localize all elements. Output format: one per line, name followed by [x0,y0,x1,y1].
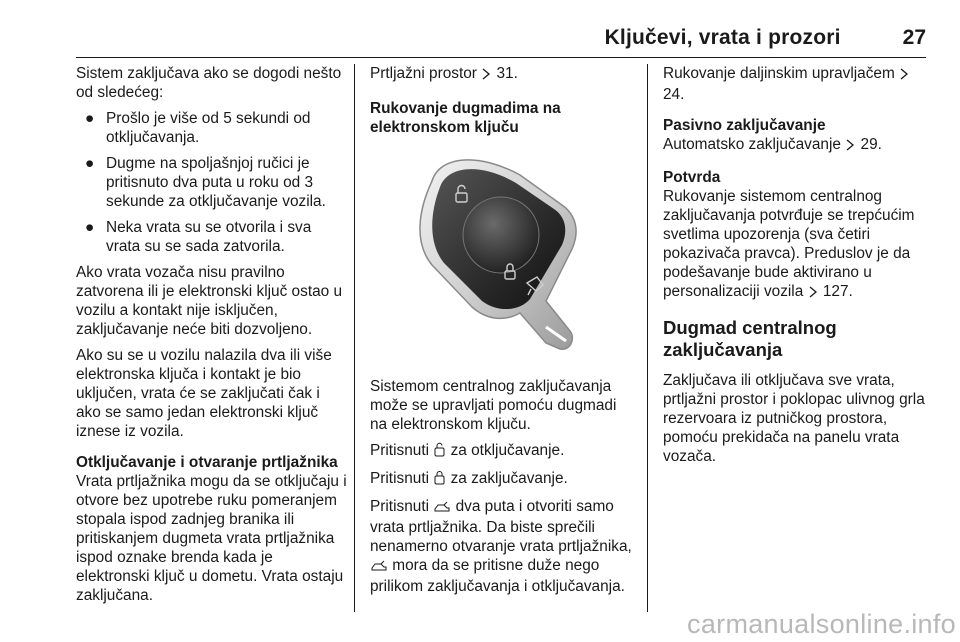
page-number: 27 [902,26,926,49]
column-1 [76,64,348,612]
reference-arrow-icon [809,284,818,303]
unlock-instruction: Pritisnuti za otključavanje. [370,441,632,462]
cross-reference: Prtljažni prostor 31. [370,64,632,85]
watermark: carmanualsonline.info [687,609,956,639]
column-2 [370,64,632,603]
reference-arrow-icon [482,66,491,85]
reference-page[interactable]: 29. [860,136,882,153]
column-divider-1 [354,64,355,612]
paragraph-driver-door: Ako vrata vozača nisu pravilno zatvorena ili je elektronski ključ ostao u vozilu a kontakt nije isključen, zaključavanje neće biti dozvoljeno. [76,264,343,338]
page-title: Ključevi, vrata i prozori [604,26,841,49]
section-heading-central-locking: Dugmad centralnog zaključavanja [663,317,837,360]
reference-arrow-icon [846,137,855,156]
subheading-trunk: Otključavanje i otvaranje prtljažnika [76,454,338,471]
reference-page[interactable]: 127. [822,283,853,300]
list-item: ● Prošlo je više od 5 sekundi od otključavanja. [85,110,311,146]
intro-paragraph: Sistem zaključava ako se dogodi nešto od sledećeg: [76,65,342,101]
subheading-confirmation: Potvrda [663,169,721,186]
bullet-icon: ● [85,110,95,127]
paragraph-trunk: Vrata prtljažnika mogu da se otključaju i otvore bez upotrebe ruku pomeranjem stopala ispod zadnjeg branika ili pritiskanjem dugmeta vrata prtljažnika ispod oznake brenda kada je elektronski ključ u dometu. Vrata ostaju zaključana. [76,473,347,604]
remote-control-reference: Rukovanje daljinskim upravljačem 24. [663,64,929,104]
unlock-icon [434,442,445,462]
confirmation-text: Rukovanje sistemom centralnog zaključavanja potvrđuje se trepćućim svetlima upozorenja (sva četiri pokazivača pravca). Preduslov je da podešavanje bude aktivirano u personalizaciji vozila 127. [663,187,929,303]
paragraph-two-keys: Ako su se u vozilu nalazila dva ili više elektronska ključa i kontakt je bio uključen, vrata će se zaključati čak i ako se samo jedan elektronski ključ iznese iz vozila. [76,347,332,440]
reference-page[interactable]: 31. [496,65,518,82]
list-item: ● Neka vrata su se otvorila i sva vrata su se sada zatvorila. [85,219,312,255]
image-caption: Sistemom centralnog zaključavanja može se upravljati pomoću dugmadi na elektronskom ključu. [370,378,617,433]
reference-arrow-icon [900,66,909,85]
passive-locking-text: Automatsko zaključavanje 29. [663,135,929,156]
page-header [0,26,926,56]
column-3 [663,64,929,473]
trunk-icon [371,558,387,577]
subheading-passive-locking: Pasivno zaključavanje [663,117,826,134]
trunk-icon [434,499,450,518]
central-locking-text: Zaključava ili otključava sve vrata, prtljažni prostor i poklopac ulivnog grla rezervoara iz putničkog prostora, pomoću prekidača na panelu vrata vozača. [663,372,925,465]
key-fob-image [370,145,632,365]
trunk-instruction: Pritisnuti dva puta i otvoriti samo vrata prtljažnika. Da biste sprečili nenamerno otvaranje vrata prtljažnika, mora da se pritisne duže nego prilikom zaključavanja i otključavanja. [370,498,632,595]
header-divider [76,57,926,58]
reference-page[interactable]: 24. [663,86,685,103]
column-divider-2 [647,64,648,612]
bullet-icon: ● [85,155,95,172]
bullet-list [76,109,348,256]
list-item: ● Dugme na spoljašnjoj ručici je pritisnuto dva puta u roku od 3 sekunde za otključavanje vozila. [85,155,326,210]
subheading-buttons: Rukovanje dugmadima na elektronskom ključu [370,100,561,136]
bullet-icon: ● [85,219,95,236]
lock-instruction: Pritisnuti za zaključavanje. [370,469,632,490]
lock-icon [434,470,445,490]
